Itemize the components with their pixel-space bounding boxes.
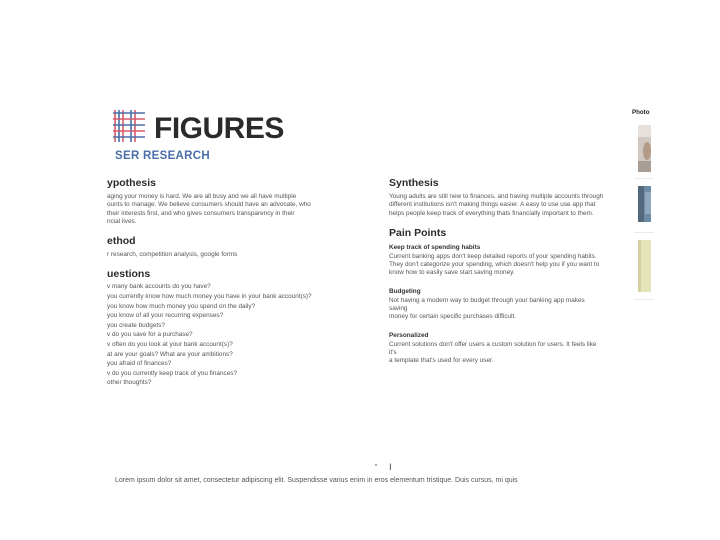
pain-point-line: Current banking apps don't keep detailed reports of your spending habits. [389,252,597,260]
pain-points-heading: Pain Points [389,226,447,239]
question-item: you create budgets? [107,321,165,329]
photo-thumbnail[interactable] [638,125,651,172]
brand-title: FIGURES [154,112,284,145]
pain-point-line: They don't categorize your spending, which doesn't help you if you want to [389,261,600,269]
pain-point-title: Budgeting [389,287,421,295]
question-item: at are your goals? What are your ambitions? [107,350,233,358]
photo-panel-label: Photo [632,109,650,116]
pain-point-line: know how to easily save start saving money. [389,269,515,277]
questions-list [107,282,407,388]
thumb-divider [634,299,654,300]
hypothesis-line: aging your money is hard. We are all busy and we all have multiple [107,193,297,200]
thumb-divider [634,232,654,233]
question-item: v do you save for a purchase? [107,331,193,339]
method-heading: ethod [107,235,136,248]
photo-thumbnail[interactable] [638,240,651,292]
pain-point-line: Not having a modern way to budget through your banking app makes saving [389,296,585,313]
hypothesis-line: ncial lives. [107,217,137,225]
synthesis-line: helps people keep track of everything thats financially important to them. [389,209,594,217]
pain-point-title: Personalized [389,331,429,339]
thumb-divider [634,178,654,179]
synthesis-body [389,193,604,218]
question-item: v do you currently keep track of you finances? [107,369,238,377]
hypothesis-line: their interests first, and who gives consumers transparency in their [107,209,295,217]
pain-point-line: a template that's used for every user. [389,357,494,365]
hypothesis-heading: ypothesis [107,177,157,189]
pain-point-line: Current solutions don't offer users a custom solution for users. It feels like it's [389,340,597,356]
synthesis-line: Young adults are still new to finances, and having multiple accounts through [389,193,604,200]
synthesis-heading: Synthesis [389,177,439,189]
question-item: you afraid of finances? [107,360,172,368]
figures-logo-icon [113,107,145,144]
small-dot-icon [375,464,377,466]
brand-subtitle: SER RESEARCH [115,150,210,162]
pain-point [389,332,604,366]
hypothesis-body [107,193,407,226]
pain-point [389,244,604,278]
lorem-text-block [115,476,600,482]
photo-thumbnail[interactable] [638,186,651,222]
pain-point-line: money for certain specific purchases difficult. [389,313,517,321]
left-column [107,170,395,400]
question-item: v many bank accounts do you have? [107,283,211,291]
text-cursor-icon: I [389,463,392,473]
question-item: you know how much money you spend on the daily? [107,302,256,310]
question-item: v often do you look at your bank account(s)? [107,341,233,349]
question-item: you currently know how much money you have in your bank account(s)? [107,293,312,301]
hypothesis-line: ounts to manage. We believe consumers should have an advocate, who [107,201,311,209]
pain-point-title: Keep track of spending habits [389,243,481,251]
question-item: you know of all your recurring expenses? [107,312,224,320]
synthesis-line: different institutions isn't making things easier. A easy to use use app that [389,201,596,209]
lorem-line: Lorem ipsum dolor sit amet, consectetur adipiscing elit. Suspendisse varius enim in eros elementum tristique. Duis cursus, mi quis [115,477,518,484]
questions-heading: uestions [107,268,151,281]
method-body: r research, competition analysis, google forms [107,251,238,259]
pain-point [389,288,604,322]
right-column [389,177,604,366]
question-item: other thoughts? [107,379,152,387]
